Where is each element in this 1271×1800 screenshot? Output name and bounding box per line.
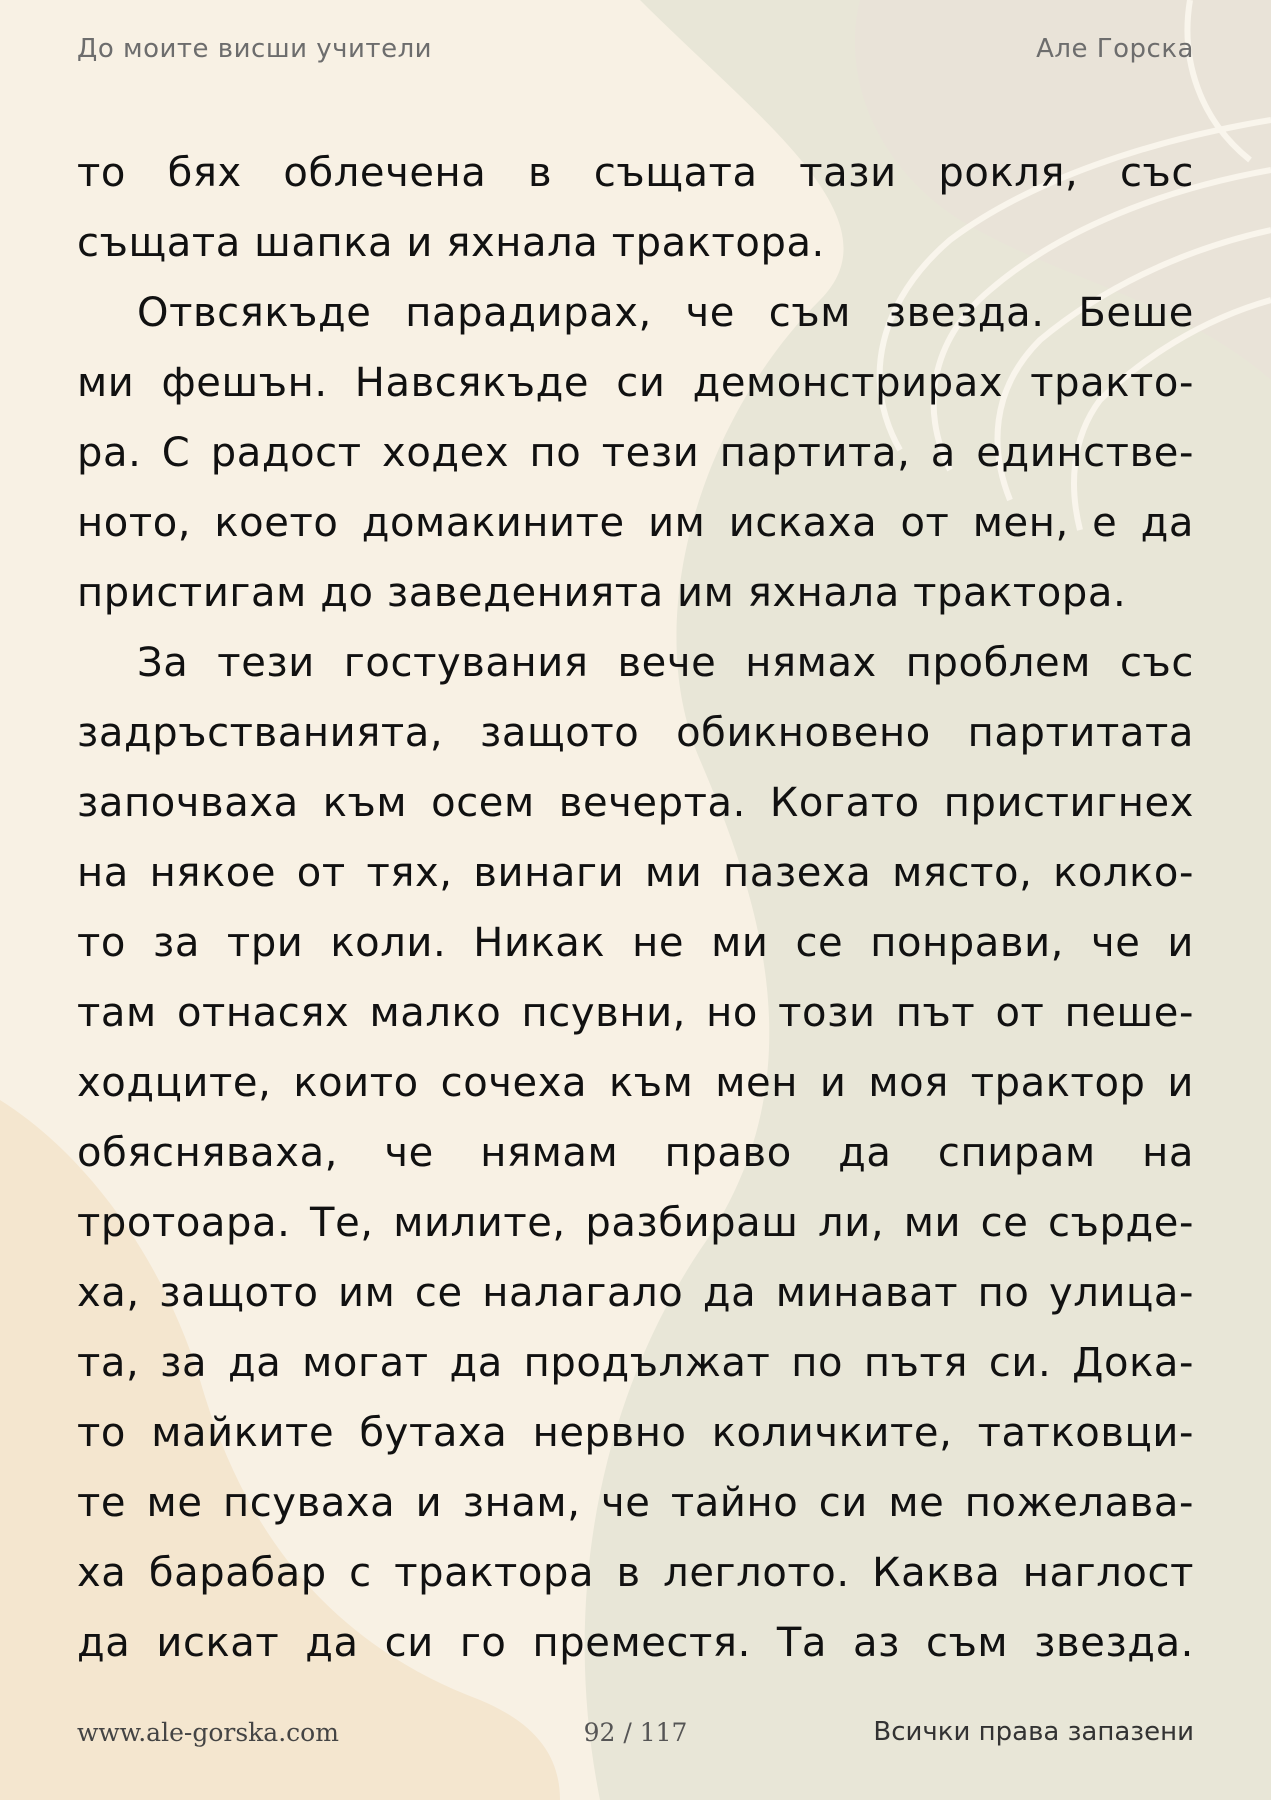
page-header	[77, 34, 1194, 70]
text-line: то бях облечена в същата тази рокля, със	[77, 150, 1194, 196]
page-footer	[77, 1712, 1194, 1752]
text-line: ха барабар с трактора в леглото. Каква наглост	[77, 1550, 1194, 1596]
text-line: те ме псуваха и знам, че тайно си ме пожелава-	[77, 1480, 1194, 1526]
copyright-notice: Всички права запазени	[873, 1717, 1194, 1747]
text-line: тротоара. Те, милите, разбираш ли, ми се сърде-	[77, 1200, 1194, 1246]
text-line: ното, което домакините им искаха от мен, е да	[77, 500, 1194, 546]
text-line: обясняваха, че нямам право да спирам на	[77, 1130, 1194, 1176]
text-line: да искат да си го преместя. Та аз съм звезда.	[77, 1620, 1194, 1666]
text-line: ха, защото им се налагало да минават по улица-	[77, 1270, 1194, 1316]
website-link[interactable]: www.ale-gorska.com	[77, 1717, 339, 1747]
text-line: там отнасях малко псувни, но този път от пеше-	[77, 990, 1194, 1036]
page-content	[77, 138, 1194, 1678]
paragraph	[77, 138, 1194, 278]
text-line: то майките бутаха нервно количките, татковци-	[77, 1410, 1194, 1456]
text-line: ми фешън. Навсякъде си демонстрирах тракто-	[77, 360, 1194, 406]
book-title: До моите висши учители	[77, 34, 433, 64]
text-line: ра. С радост ходех по тези партита, а единстве-	[77, 430, 1194, 476]
text-line: пристигам до заведенията им яхнала трактора.	[77, 570, 1127, 616]
text-line: започваха към осем вечерта. Когато пристигнех	[77, 780, 1194, 826]
text-line: задръстванията, защото обикновено партитата	[77, 710, 1194, 756]
text-line: та, за да могат да продължат по пътя си. Дока-	[77, 1340, 1194, 1386]
page-counter: 92 / 117	[583, 1717, 688, 1747]
text-line: Отвсякъде парадирах, че съм звезда. Беше	[137, 290, 1194, 336]
author-name: Але Горска	[1036, 34, 1194, 64]
text-line: същата шапка и яхнала трактора.	[77, 220, 825, 266]
text-line: на някое от тях, винаги ми пазеха място, колко-	[77, 850, 1194, 896]
paragraph	[77, 278, 1194, 628]
text-line: ходците, които сочеха към мен и моя трактор и	[77, 1060, 1194, 1106]
paragraph	[77, 628, 1194, 1678]
text-line: За тези гостувания вече нямах проблем със	[137, 640, 1194, 686]
text-line: то за три коли. Никак не ми се понрави, че и	[77, 920, 1194, 966]
